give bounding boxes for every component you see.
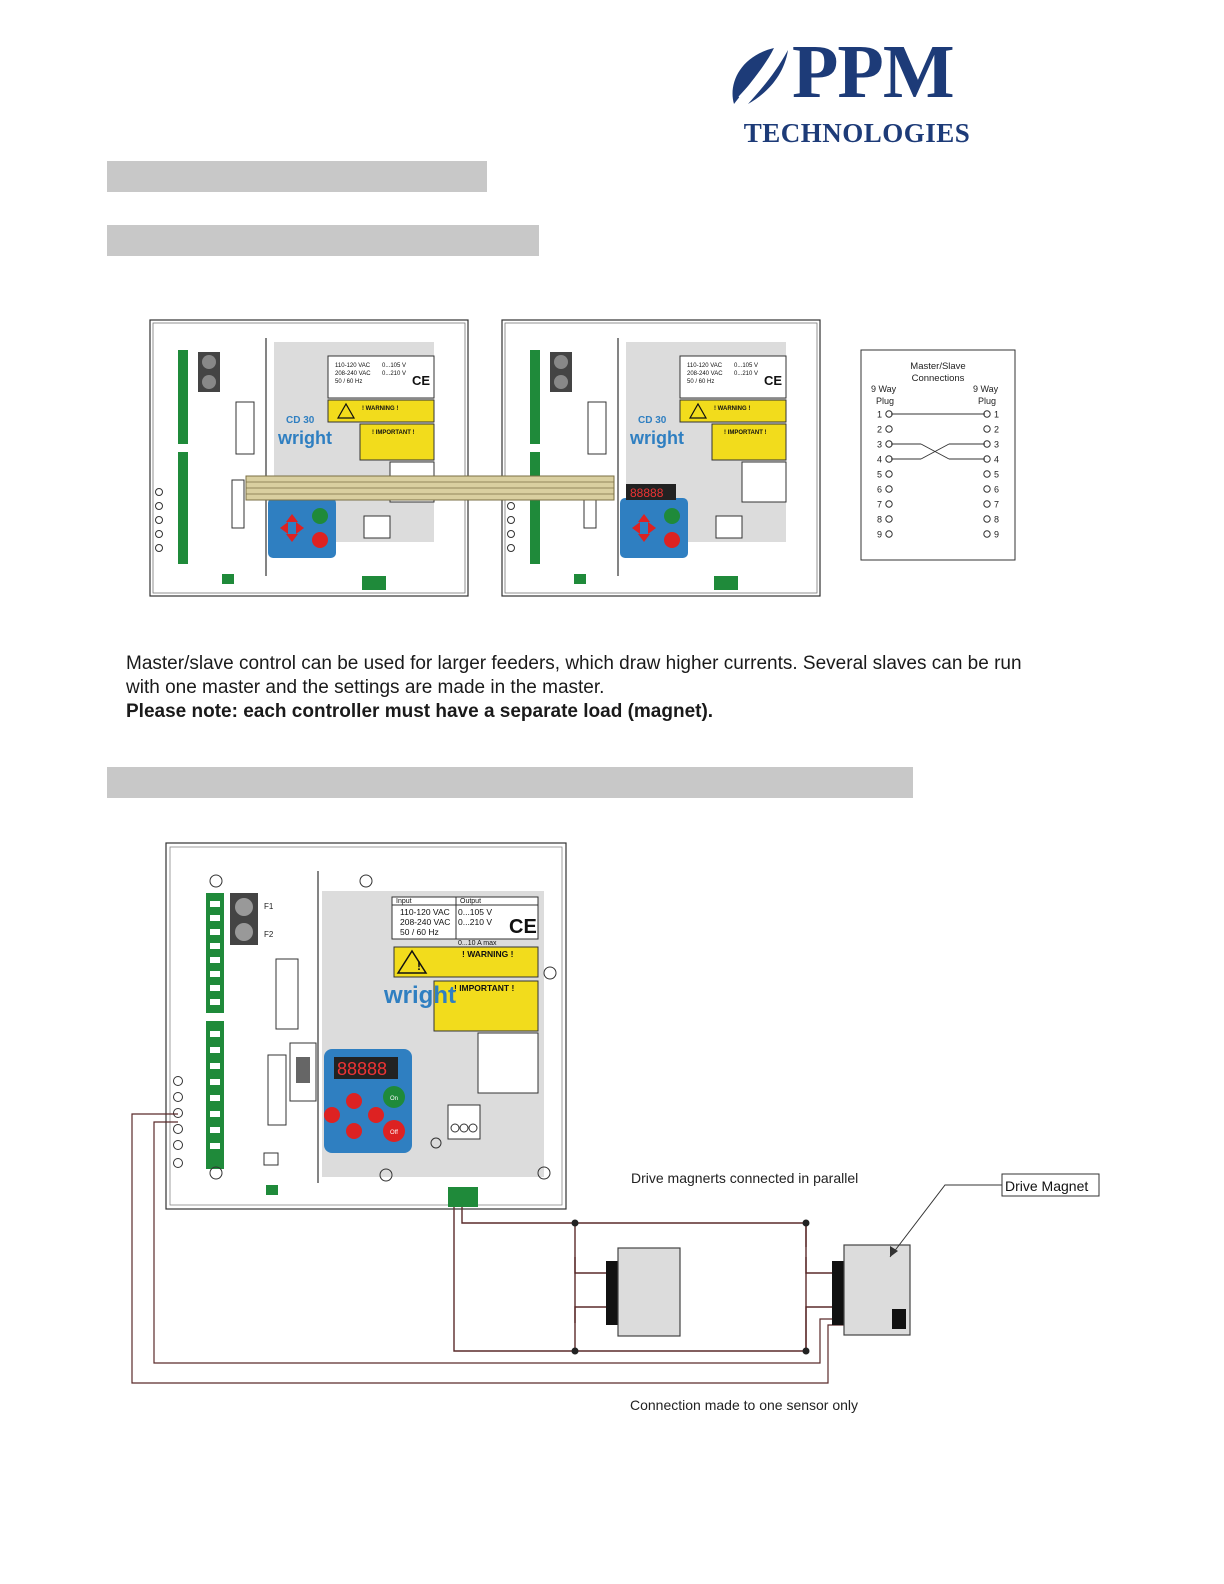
drive-magnet-label: Drive Magnet [1005,1178,1089,1194]
controller-model: CD 30 [286,415,315,426]
svg-text:! IMPORTANT !: ! IMPORTANT ! [454,983,515,993]
svg-text:0...105 V: 0...105 V [382,363,407,369]
svg-text:On: On [389,1096,399,1102]
right-pin-label: 6 [994,484,1000,495]
left-pin-icon [886,531,892,537]
svg-text:!: ! [417,959,421,973]
left-pin-label: 8 [877,514,883,525]
left-pin-icon [886,486,892,492]
svg-text:0...210 V: 0...210 V [382,371,407,377]
svg-text:0...210 V: 0...210 V [458,917,493,927]
svg-text:! IMPORTANT !: ! IMPORTANT ! [372,430,415,436]
left-pin-label: 3 [877,439,883,450]
left-pin-label: 5 [877,469,883,480]
logo-subtitle: TECHNOLOGIES [743,118,971,148]
section-heading-bar [107,225,539,256]
paragraph-note: Please note: each controller must have a separate load (magnet). [126,701,714,722]
left-pin-icon [886,501,892,507]
logo-brand: PPM [792,30,954,114]
right-pin-label: 7 [994,499,1000,510]
left-pin-label: 7 [877,499,883,510]
drive-magnet-1 [606,1248,680,1336]
left-pin-icon [886,516,892,522]
svg-text:! WARNING !: ! WARNING ! [362,406,399,412]
svg-text:9 Way: 9 Way [871,384,897,394]
paragraph-line: with one master and the settings are made in the master. [126,677,605,698]
svg-text:0...10 A max: 0...10 A max [458,940,497,947]
leaf-logo-icon [726,46,790,106]
right-pin-icon [984,531,990,537]
svg-text:208-240 VAC: 208-240 VAC [400,917,451,927]
left-pin-icon [886,426,892,432]
svg-text:Off: Off [390,1130,398,1136]
svg-text:0...210 V: 0...210 V [734,371,759,377]
master-slave-diagram [140,310,1040,610]
left-pin-label: 1 [877,409,883,420]
svg-text:50 / 60 Hz: 50 / 60 Hz [687,379,715,385]
left-pin-label: 4 [877,454,883,465]
svg-text:! WARNING !: ! WARNING ! [462,949,514,959]
svg-text:88888: 88888 [337,1059,388,1079]
left-pin-label: 6 [877,484,883,495]
parallel-magnets-diagram [120,835,1120,1435]
svg-text:9 Way: 9 Way [973,384,999,394]
controller-large [166,843,566,1209]
svg-text:110-120 VAC: 110-120 VAC [335,363,371,369]
section-heading-bar [107,161,487,192]
svg-text:110-120 VAC: 110-120 VAC [687,363,723,369]
right-pin-icon [984,426,990,432]
right-pin-icon [984,471,990,477]
svg-text:CD 30: CD 30 [638,415,667,426]
master-controller [150,320,468,596]
svg-text:208-240 VAC: 208-240 VAC [335,371,371,377]
parallel-label: Drive magnerts connected in parallel [631,1170,859,1186]
svg-text:! WARNING !: ! WARNING ! [714,406,751,412]
svg-text:wright: wright [384,982,456,1009]
svg-text:Plug: Plug [876,396,895,406]
svg-text:0...105 V: 0...105 V [458,907,493,917]
svg-text:! IMPORTANT !: ! IMPORTANT ! [724,430,767,436]
svg-text:F1: F1 [264,902,274,911]
left-pin-label: 9 [877,529,883,540]
section-heading-bar [107,767,913,798]
svg-text:88888: 88888 [630,486,664,500]
ribbon-cable [246,476,614,500]
svg-text:CE: CE [764,373,783,388]
slave-controller [502,320,820,596]
right-pin-label: 9 [994,529,1000,540]
sensor-label: Connection made to one sensor only [630,1397,859,1413]
svg-text:Output: Output [460,898,482,905]
svg-text:50 / 60 Hz: 50 / 60 Hz [400,927,439,937]
svg-text:110-120 VAC: 110-120 VAC [400,907,450,917]
paragraph-line: Master/slave control can be used for larger feeders, which draw higher currents. Several slaves can be run [126,653,1022,674]
left-pin-label: 2 [877,424,883,435]
svg-text:0...105 V: 0...105 V [734,363,759,369]
svg-text:50 / 60 Hz: 50 / 60 Hz [335,379,363,385]
ppm-logo [726,30,988,148]
svg-text:CE: CE [509,916,537,938]
right-pin-label: 2 [994,424,1000,435]
drive-magnet-callout [890,1174,1099,1257]
drive-magnet-2 [832,1245,910,1335]
svg-text:Plug: Plug [978,396,997,406]
svg-text:208-240 VAC: 208-240 VAC [687,371,723,377]
svg-text:CE: CE [412,373,431,388]
svg-text:Master/Slave: Master/Slave [910,361,966,372]
svg-text:wright: wright [630,428,684,448]
right-pin-label: 8 [994,514,1000,525]
right-pin-icon [984,501,990,507]
right-pin-label: 4 [994,454,1000,465]
right-pin-label: 1 [994,409,1000,420]
right-pin-label: 5 [994,469,1000,480]
controller-brand: wright [278,428,332,448]
svg-text:Connections: Connections [911,373,965,384]
right-pin-icon [984,516,990,522]
svg-text:F2: F2 [264,930,274,939]
left-pin-icon [886,471,892,477]
description-paragraph [126,652,1088,724]
connection-box [861,350,1015,560]
right-pin-icon [984,486,990,492]
svg-text:Input: Input [396,898,412,905]
right-pin-label: 3 [994,439,1000,450]
